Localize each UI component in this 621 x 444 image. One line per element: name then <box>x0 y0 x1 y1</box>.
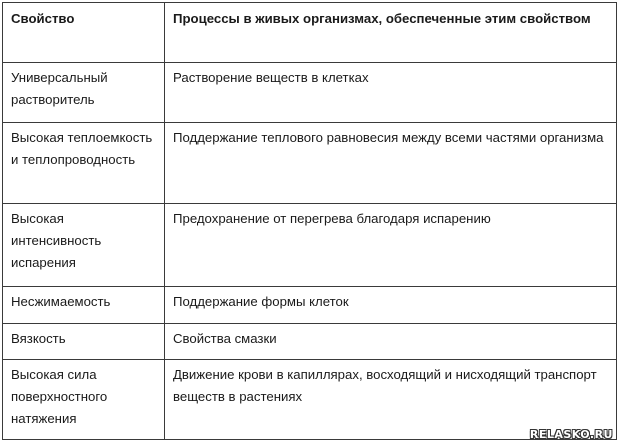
header-processes: Процессы в живых организмах, обеспеченные этим свойством <box>165 3 617 63</box>
table-header-row <box>3 3 617 63</box>
process-cell: Движение крови в капиллярах, восходящий и нисходящий транспорт веществ в растениях <box>165 360 617 440</box>
site-watermark: RELASKO.RU <box>529 428 613 441</box>
header-property: Свойство <box>3 3 165 63</box>
property-cell: Высокая теплоемкость и теплопроводность <box>3 123 165 204</box>
table-row <box>3 287 617 324</box>
table-row <box>3 63 617 123</box>
property-cell: Высокая интенсивность испарения <box>3 204 165 287</box>
process-cell: Поддержание формы клеток <box>165 287 617 324</box>
properties-table <box>2 2 617 440</box>
table-row <box>3 324 617 360</box>
process-cell: Поддержание теплового равновесия между всеми частями организма <box>165 123 617 204</box>
process-cell: Растворение веществ в клетках <box>165 63 617 123</box>
table-row <box>3 123 617 204</box>
process-cell: Свойства смазки <box>165 324 617 360</box>
property-cell: Высокая сила поверхностного натяжения <box>3 360 165 440</box>
property-cell: Несжимаемость <box>3 287 165 324</box>
table-row <box>3 360 617 440</box>
process-cell: Предохранение от перегрева благодаря испарению <box>165 204 617 287</box>
table-row <box>3 204 617 287</box>
property-cell: Универсальный растворитель <box>3 63 165 123</box>
property-cell: Вязкость <box>3 324 165 360</box>
